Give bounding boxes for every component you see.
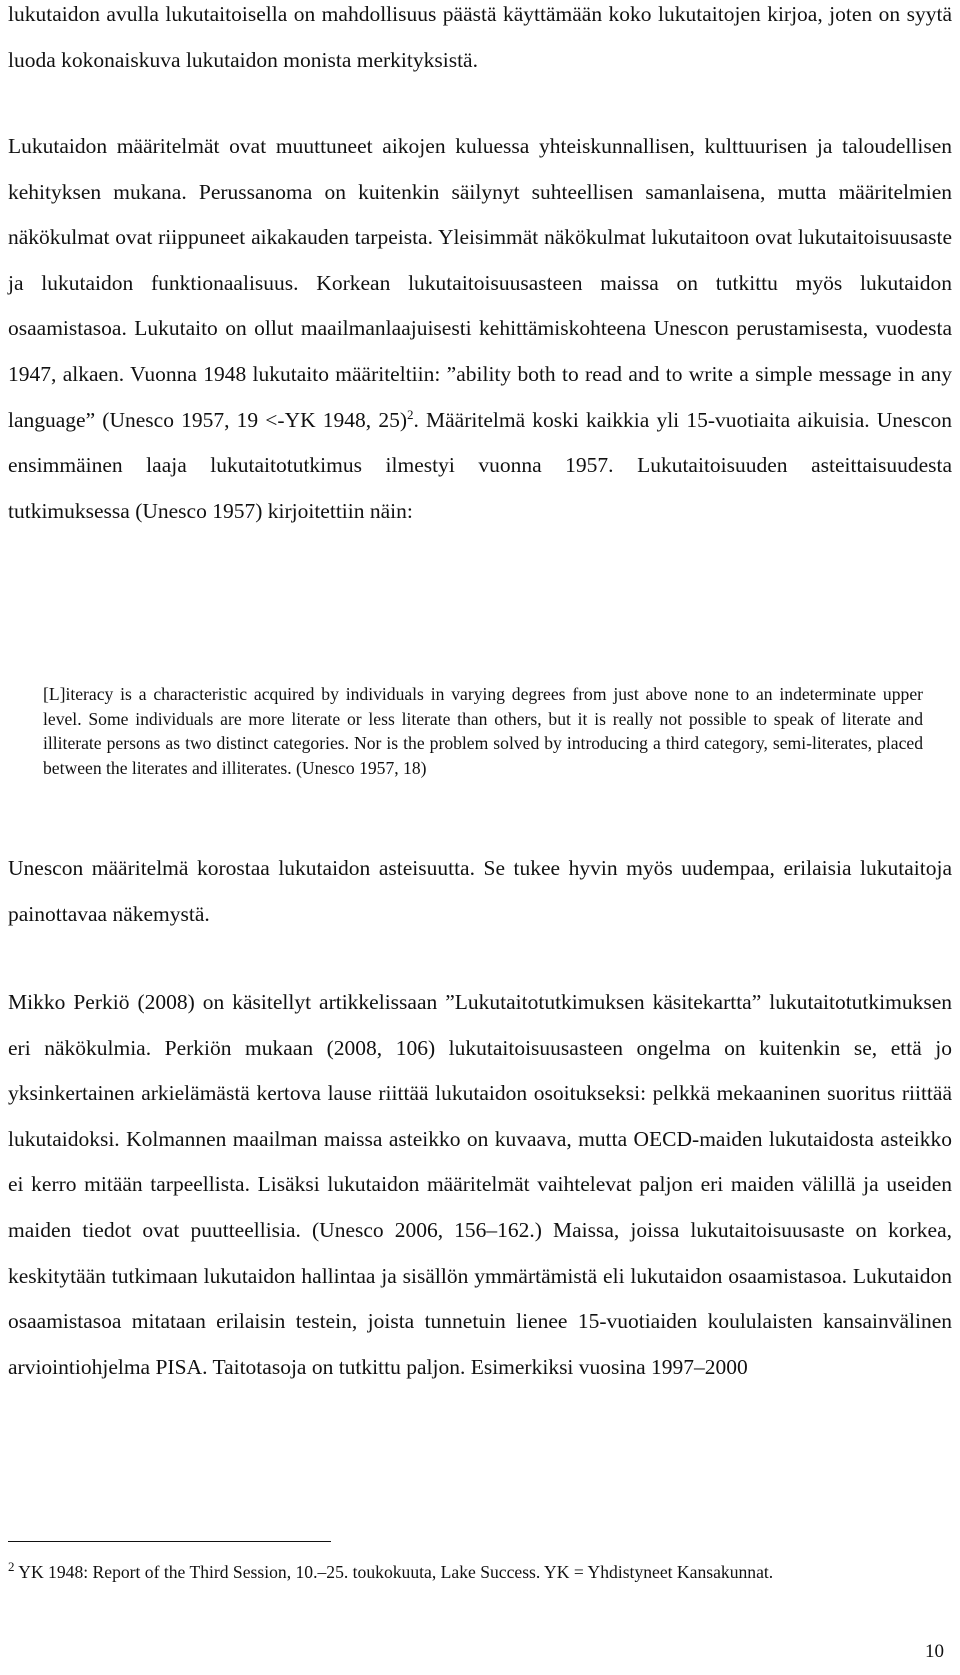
footnote-reference[interactable]: 2 [406, 406, 414, 422]
paragraph-text-continued: . Määritelmä koski kaikkia yli 15-vuotiaita aikuisia. Unescon ensimmäinen laaja lukutaitotutkimus ilmestyi vuonna 1957. Lukutaitoisuuden asteittaisuudesta tutkimuksessa (Unesco 1957) kirjoitettiin näin: [8, 407, 952, 523]
footnote-divider [8, 1541, 331, 1542]
footnote-text: YK 1948: Report of the Third Session, 10.–25. toukokuuta, Lake Success. YK = Yhdistyneet Kansakunnat. [14, 1562, 774, 1582]
paragraph-text: Unescon määritelmä korostaa lukutaidon asteisuutta. Se tukee hyvin myös uudempaa, erilaisia lukutaitoja painottavaa näkemystä. [8, 856, 952, 926]
footnote [8, 1559, 878, 1586]
paragraph-perkio [8, 980, 952, 1390]
paragraph-text: Lukutaidon määritelmät ovat muuttuneet aikojen kuluessa yhteiskunnallisen, kulttuurisen ja taloudellisen kehityksen mukana. Perussanoma on kuitenkin säilynyt suhteellisen samanlaisena, mutta määritelmien näkökulmat ovat riippuneet aikakauden tarpeista. Yleisimmät näkökulmat lukutaitoon ovat lukutaitoisuusaste ja lukutaidon funktionaalisuus. Korkean lukutaitoisuusasteen maissa on tutkittu myös lukutaidon osaamistasoa. Lukutaito on ollut maailmanlaajuisesti kehittämiskohteena Unescon perustamisesta, vuodesta 1947, alkaen. Vuonna 1948 lukutaito määriteltiin: ”ability both to read and to write a simple message in any language” (Unesco 1957, 19 <-YK 1948, 25) [8, 134, 952, 432]
paragraph-literacy-definitions [8, 124, 952, 534]
paragraph-intro-continuation [8, 0, 952, 83]
quote-text: [L]iteracy is a characteristic acquired by individuals in varying degrees from just above none to an indeterminate upper level. Some individuals are more literate or less literate than others, but it is really not possible to speak of literate and illiterate persons as two distinct categories. Nor is the problem solved by introducing a third category, semi-literates, placed between the literates and illiterates. (Unesco 1957, 18) [43, 684, 923, 778]
paragraph-text: lukutaidon avulla lukutaitoisella on mahdollisuus päästä käyttämään koko lukutaitojen kirjoa, joten on syytä luoda kokonaiskuva lukutaidon monista merkityksistä. [8, 2, 952, 72]
block-quote-unesco [43, 682, 923, 780]
paragraph-unesco-emphasis [8, 846, 952, 937]
footnote-number: 2 [8, 1559, 15, 1575]
paragraph-text: Mikko Perkiö (2008) on käsitellyt artikkelissaan ”Lukutaitotutkimuksen käsitekartta” lukutaitotutkimuksen eri näkökulmia. Perkiön mukaan (2008, 106) lukutaitoisuusasteen ongelma on kuitenkin se, että jo yksinkertainen arkielämästä kertova lause riittää lukutaidon osoitukseksi: pelkkä mekaaninen suoritus riittää lukutaidoksi. Kolmannen maailman maissa asteikko on kuvaava, mutta OECD-maiden lukutaidosta asteikko ei kerro mitään tarpeellista. Lisäksi lukutaidon määritelmät vaihtelevat paljon eri maiden välillä ja useiden maiden tiedot ovat puutteellisia. (Unesco 2006, 156–162.) Maissa, joissa lukutaitoisuusaste on korkea, keskitytään tutkimaan lukutaidon hallintaa ja sisällön ymmärtämistä eli lukutaidon osaamistasoa. Lukutaidon osaamistasoa mitataan erilaisin testein, joista tunnetuin lienee 15-vuotiaiden koululaisten kansainvälinen arviointiohjelma PISA. Taitotasoja on tutkittu paljon. Esimerkiksi vuosina 1997–2000 [8, 990, 952, 1379]
page-number: 10 [925, 1641, 944, 1662]
